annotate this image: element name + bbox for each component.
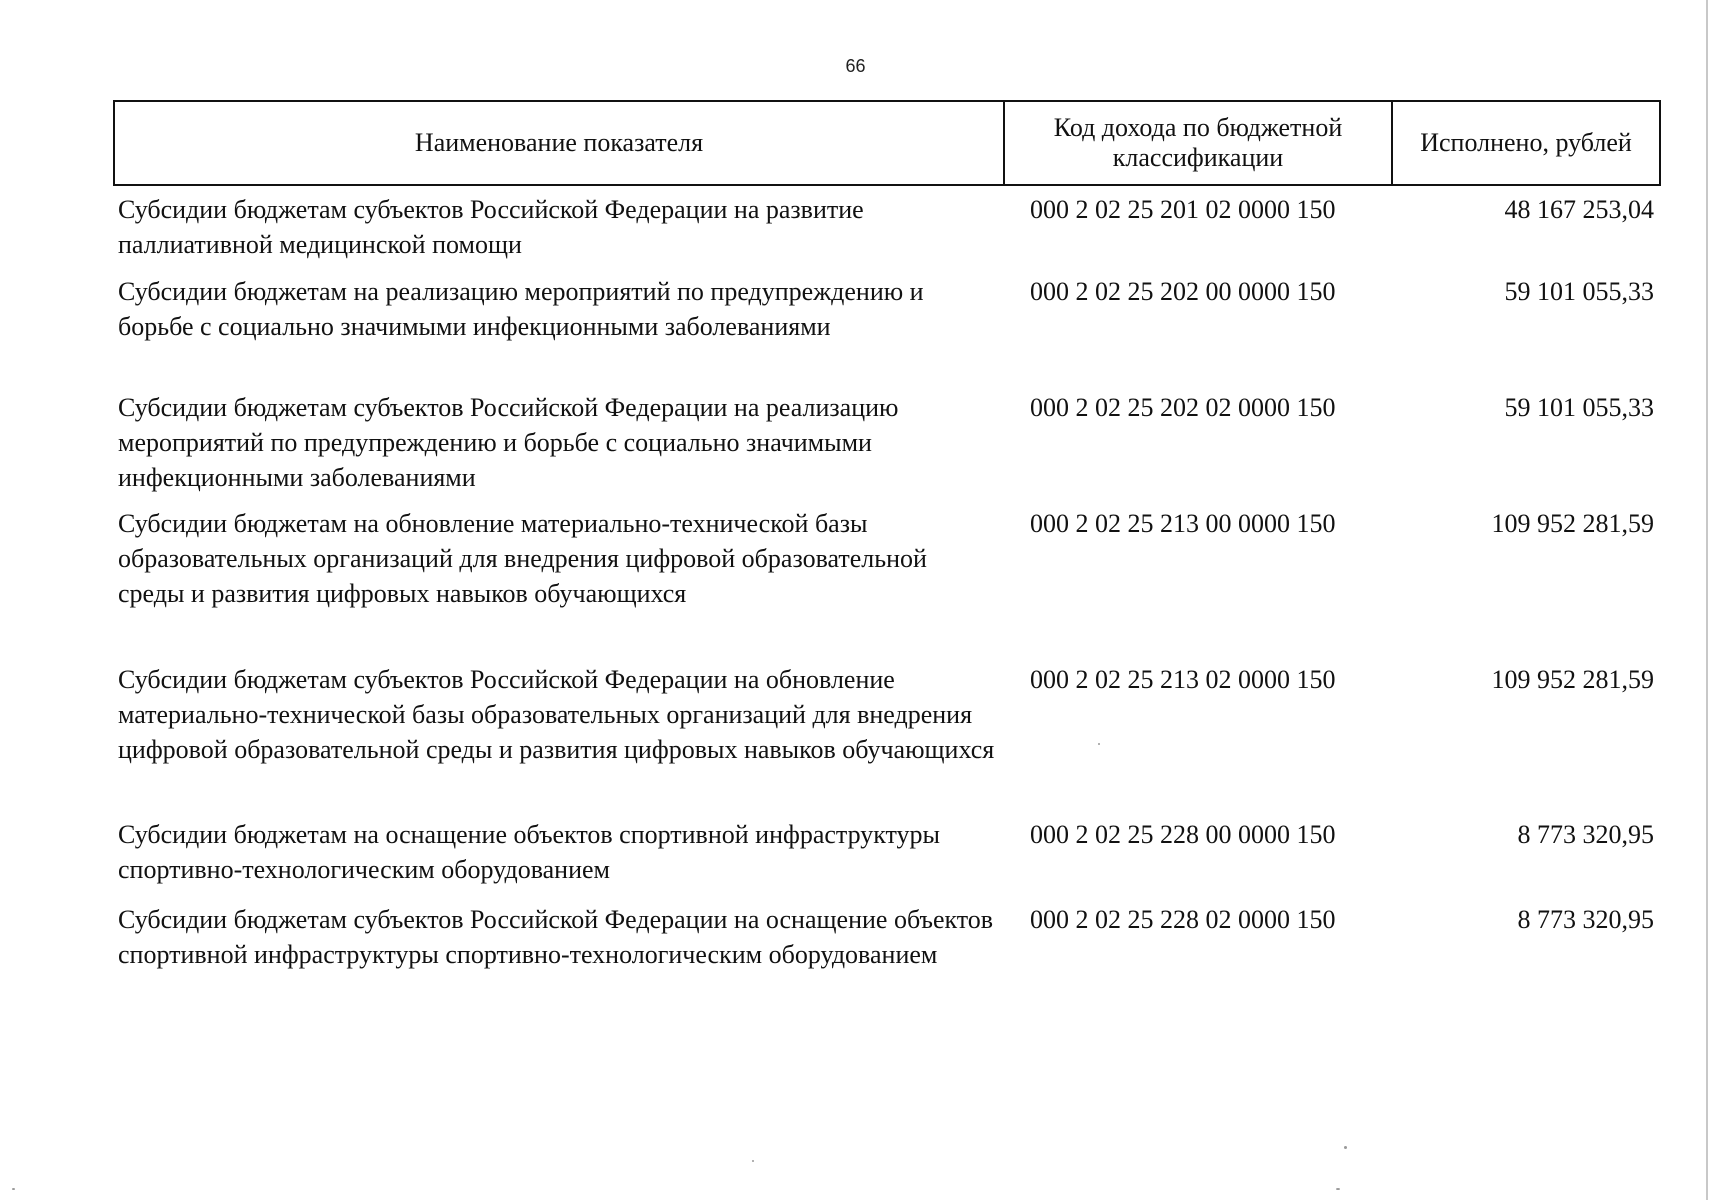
budget-code-cell: 000 2 02 25 228 00 0000 150 <box>1030 820 1336 849</box>
scan-speck <box>12 1188 15 1190</box>
scan-edge-right <box>1706 0 1708 1200</box>
executed-amount-cell: 48 167 253,04 <box>1504 195 1654 224</box>
budget-code-cell: 000 2 02 25 213 02 0000 150 <box>1030 665 1336 694</box>
table-row <box>114 390 1660 506</box>
table-row <box>114 817 1660 902</box>
header-indicator-name: Наименование показателя <box>114 101 1004 185</box>
executed-amount-cell: 109 952 281,59 <box>1491 665 1654 694</box>
budget-code-cell: 000 2 02 25 201 02 0000 150 <box>1030 195 1336 224</box>
indicator-name-cell: Субсидии бюджетам на оснащение объектов спортивной инфраструктуры спортивно-технологическим оборудованием <box>118 820 941 884</box>
table-row <box>114 662 1660 817</box>
executed-amount-cell: 8 773 320,95 <box>1517 905 1654 934</box>
budget-revenue-table <box>113 100 1661 1007</box>
budget-code-cell: 000 2 02 25 202 02 0000 150 <box>1030 393 1336 422</box>
indicator-name-cell: Субсидии бюджетам субъектов Российской Федерации на оснащение объектов спортивной инфраструктуры спортивно-технологическим оборудованием <box>118 905 994 969</box>
indicator-name-cell: Субсидии бюджетам субъектов Российской Федерации на реализацию мероприятий по предупреждению и борьбе с социально значимыми инфекционными заболеваниями <box>118 393 899 492</box>
table-body <box>114 185 1660 1007</box>
page-number: 66 <box>845 56 866 76</box>
scan-speck <box>1336 1188 1340 1190</box>
table-row <box>114 274 1660 390</box>
indicator-name-cell: Субсидии бюджетам на реализацию мероприятий по предупреждению и борьбе с социально значимыми инфекционными заболеваниями <box>118 277 924 341</box>
header-executed-amount: Исполнено, рублей <box>1392 101 1660 185</box>
table-header <box>114 101 1660 185</box>
executed-amount-cell: 59 101 055,33 <box>1504 393 1654 422</box>
executed-amount-cell: 109 952 281,59 <box>1491 509 1654 538</box>
table-row <box>114 185 1660 274</box>
header-budget-code: Код дохода по бюджетной классификации <box>1004 101 1392 185</box>
scan-speck <box>1098 743 1100 745</box>
scan-speck <box>752 1160 754 1162</box>
indicator-name-cell: Субсидии бюджетам субъектов Российской Федерации на обновление материально-технической базы образовательных организаций для внедрения цифровой образовательной среды и развития цифровых навыков обучающихся <box>118 665 995 764</box>
table-row <box>114 902 1660 1007</box>
table-row <box>114 506 1660 662</box>
executed-amount-cell: 8 773 320,95 <box>1517 820 1654 849</box>
budget-code-cell: 000 2 02 25 213 00 0000 150 <box>1030 509 1336 538</box>
budget-code-cell: 000 2 02 25 202 00 0000 150 <box>1030 277 1336 306</box>
header-row <box>114 101 1660 185</box>
executed-amount-cell: 59 101 055,33 <box>1504 277 1654 306</box>
budget-code-cell: 000 2 02 25 228 02 0000 150 <box>1030 905 1336 934</box>
scan-speck <box>1344 1146 1347 1149</box>
indicator-name-cell: Субсидии бюджетам субъектов Российской Федерации на развитие паллиативной медицинской помощи <box>118 195 864 259</box>
indicator-name-cell: Субсидии бюджетам на обновление материально-технической базы образовательных организаций для внедрения цифровой образовательной среды и развития цифровых навыков обучающихся <box>118 509 927 608</box>
